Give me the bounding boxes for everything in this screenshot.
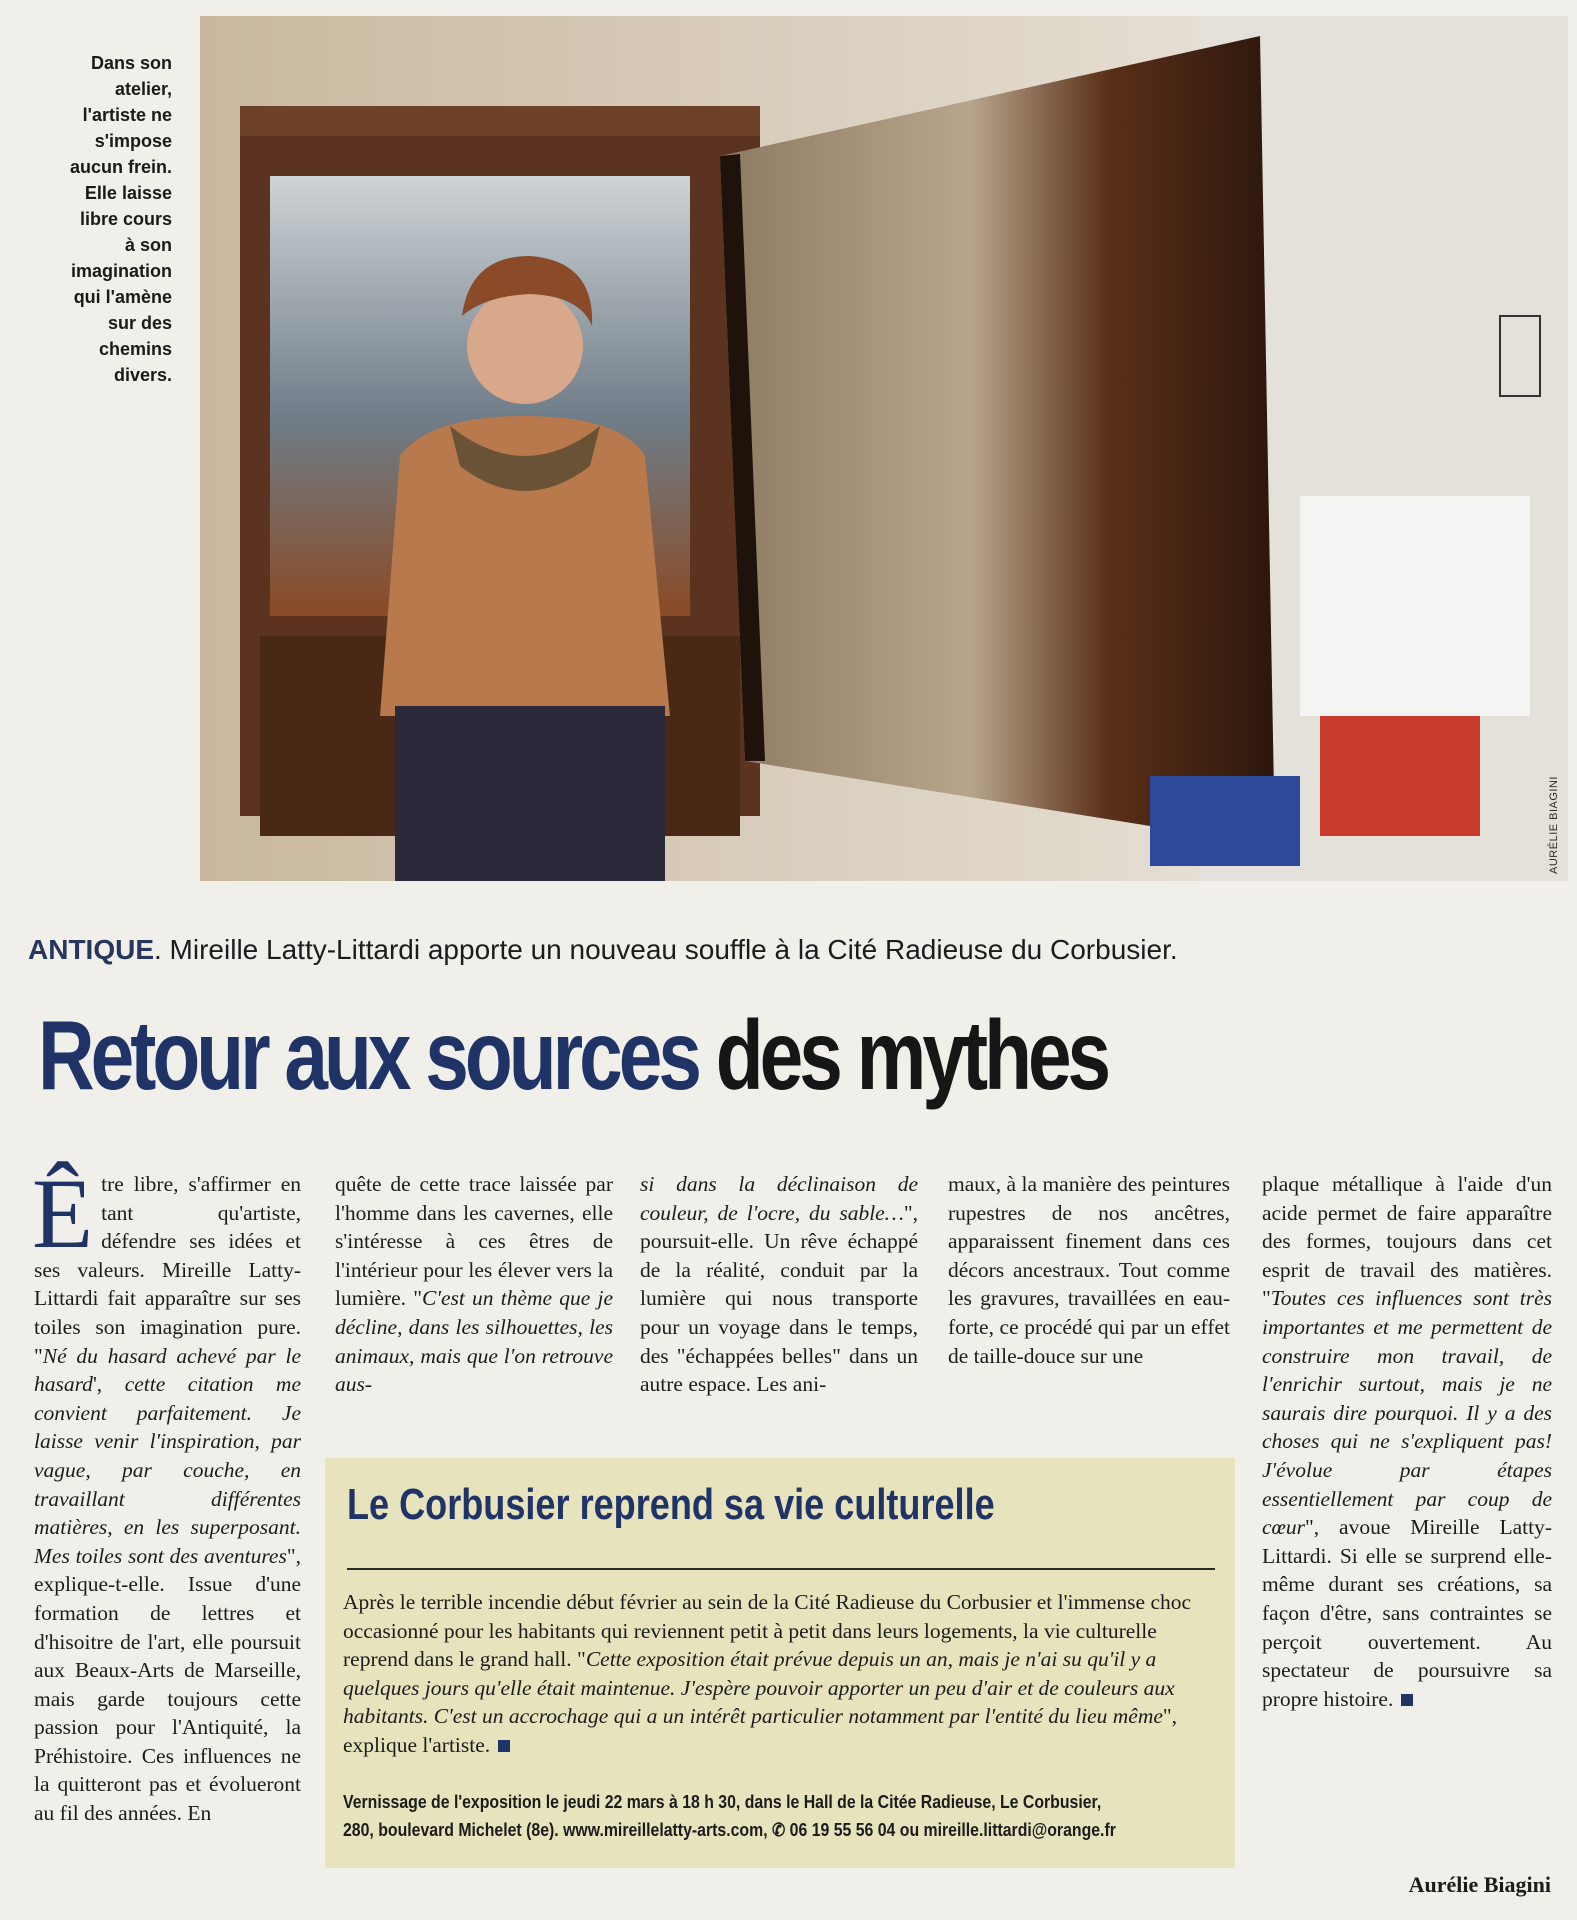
blue-bag [1150,776,1300,866]
kicker-text: . Mireille Latty-Littardi apporte un nouveau souffle à la Cité Radieuse du Corbusier. [154,934,1178,965]
caption-line: divers. [113,365,172,385]
photo-credit: AURÉLIE BIAGINI [1548,776,1560,874]
caption-line: atelier, [114,79,172,99]
box-divider [347,1568,1215,1570]
article-column-1: Être libre, s'affirmer en tant qu'artiste, défendre ses idées et ses valeurs. Mireille Latty-Littardi fait apparaître sur ses toiles son imagination pure. "Né du hasard achevé par le hasard', cette citation me convient parfaitement. Je laisse venir l'inspiration, par vague, par couche, en travaillant différentes matières, en les superposant. Mes toiles sont des aventures", explique-t-elle. Issue d'une formation de lettres et d'hisoitre de l'art, elle poursuit aux Beaux-Arts de Marseille, mais garde toujours cette passion pour l'Antiquité, la Préhistoire. Ces influences ne la quitteront pas et évolueront au fil des années. En [32,1158,301,1826]
event-info-line: Vernissage de l'exposition le jeudi 22 mars à 18 h 30, dans le Hall de la Citée Radieuse, Le Corbusier, [343,1792,1102,1812]
headline [38,1000,1270,1110]
dropcap: Ê [32,1158,94,1269]
caption-line: sur des [107,313,172,333]
photo-illustration [200,16,1568,881]
article-column-3: si dans la déclinaison de couleur, de l'ocre, du sable…", poursuit-elle. Un rêve échappé de la réalité, conduit par la lumière qui nous transporte pour un voyage dans le temps, des "échappées belles" dans un autre espace. Les ani- [640,1172,918,1397]
article-photo [200,16,1568,881]
right-painting [720,36,1275,846]
caption-line: aucun frein. [69,157,172,177]
author-byline: Aurélie Biagini [1408,1872,1551,1897]
caption-line: l'artiste ne [82,105,172,125]
box-event-info [343,1788,1214,1844]
end-mark [1401,1694,1413,1706]
sidebar-box [325,1458,1235,1868]
caption-line: Elle laisse [84,183,172,203]
stacked-canvases [1300,496,1530,716]
box-text: Après le terrible incendie début février au sein de la Cité Radieuse du Corbusier et l'immense choc occasionné pour les habitants qui reviennent petit à petit dans leurs logements, la vie culturelle reprend dans le grand hall. "Cette exposition était prévue depuis un an, mais je n'ai su qu'il y a quelques jours qu'elle était maintenue. J'espère pouvoir apporter un peu d'air et de couleurs aux habitants. C'est un accrochage qui a un intérêt particulier notamment par l'entité du lieu même", explique l'artiste. [343,1590,1192,1757]
kicker [28,934,1568,966]
headline-part-2: des mythes [697,1000,1108,1110]
caption-line: imagination [70,261,172,281]
end-mark [498,1740,510,1752]
caption-line: libre cours [79,209,172,229]
artist-face [467,288,583,404]
photo-caption [40,50,172,388]
kicker-label: ANTIQUE [28,934,154,965]
article-column-4: maux, à la manière des peintures rupestres de nos ancêtres, apparaissent finement dans ces décors ancestraux. Tout comme les gravures, travaillées en eau-forte, ce procédé qui par un effet de taille-douce sur une [948,1172,1230,1368]
caption-line: Dans son [90,53,172,73]
caption-line: à son [124,235,172,255]
caption-line: s'impose [94,131,172,151]
article-column-2: quête de cette trace laissée par l'homme dans les cavernes, elle s'intéresse à ces êtres de l'intérieur pour les élever vers la lumière. "C'est un thème que je décline, dans les silhouettes, les animaux, mais que l'on retrouve aus- [335,1172,613,1397]
box-title: Le Corbusier reprend sa vie culturelle [347,1480,995,1529]
caption-line: qui l'amène [73,287,172,307]
event-info-line: 280, boulevard Michelet (8e). www.mireillelatty-arts.com, ✆ 06 19 55 56 04 ou mireille.littardi@orange.fr [343,1820,1116,1840]
artist-trousers [395,706,665,881]
article-column-5: plaque métallique à l'aide d'un acide permet de faire apparaître des formes, toujours dans cet esprit de travail des matières. "Toutes ces influences sont très importantes et me permettent de construire mon travail, de l'enrichir surtout, mais je ne saurais dire pourquoi. Il y a des choses qui ne s'expliquent pas! J'évolue par étapes essentiellement par coup de cœur", avoue Mireille Latty-Littardi. Si elle se surprend elle-même durant ses créations, sa façon d'être, sans contraintes se perçoit ouvertement. Au spectateur de poursuivre sa propre histoire. [1262,1172,1552,1711]
caption-line: chemins [98,339,172,359]
headline-part-1: Retour aux sources [38,1000,698,1110]
